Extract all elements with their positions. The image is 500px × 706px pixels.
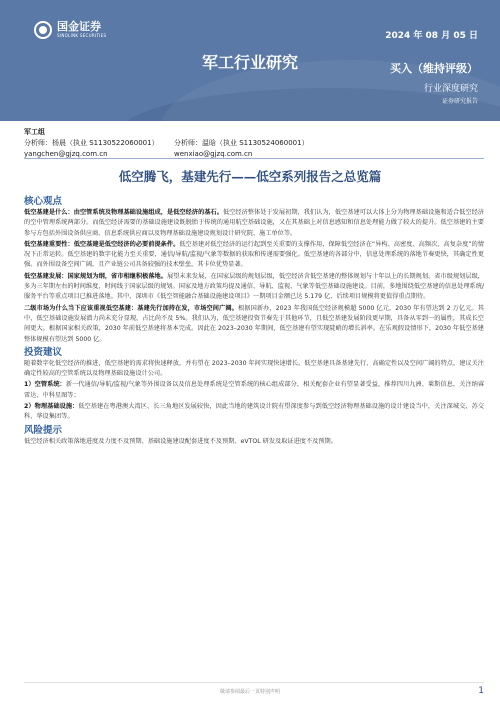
logo-en-text: SINOLINK SECURITIES [57, 33, 107, 38]
paragraph-lead: 低空基建是什么：由空管系统及物理基础设施组成，是低空经济的基石。 [24, 209, 223, 216]
footer-disclaimer: 敬请参阅最后一页特别声明 [219, 689, 280, 695]
paragraph-atc-system [24, 380, 484, 401]
industry-title: 军工行业研究 [201, 53, 298, 72]
paragraph-development [24, 272, 484, 303]
page-number: 1 [478, 686, 484, 696]
analyst-block [24, 127, 484, 160]
paragraph-lead: 低空基建重要性：低空基建是低空经济的必要前提条件。 [24, 240, 180, 248]
paragraph-text: 新一代通信/导航/监视/气象等外围设备以及信息处理系统是空管系统的核心组成部分，相关配套企业有望显著受益，推荐四川九洲、莱斯信息，关注纳睿雷达、中科星图等； [24, 381, 485, 399]
paragraph-lead: 2）物理基础设施： [24, 403, 79, 411]
report-type: 行业深度研究 [423, 84, 478, 94]
paragraph-lead: 二级市场为什么当下应该重视低空基建：基建先行加持在发，市场空间广阔。 [24, 304, 238, 312]
analyst-1-email[interactable]: yangchen@gjzq.com.cn [24, 150, 108, 158]
rating-badge: 买入（维持评级） [390, 62, 478, 75]
company-logo [34, 21, 106, 39]
section-divider [24, 158, 484, 159]
analyst-2-email[interactable]: wenxiao@gjzq.com.cn [174, 150, 253, 158]
paragraph-text: 低空经济整体处于发展初期，我们认为，低空基建可以大体上分为物理基础设施和适合低空经济的空中管理系统两部分。而低空经济需要的基础设施建设既脱胎于传统的通用航空基础设施，又在其基础上对信息感知和信息处理能力做了较大的提升。低空基建的主要参与方包括外围设备供应商、信息系统供应商以及物理基础设施建设规划设计研究院、施工单位等。 [24, 209, 485, 237]
paragraph-text: 根据国新办，2023 年我国低空经济规模超 5000 亿元，2030 年有望达到 2 万亿元。其中，低空基础设施发展潜力尚未充分显现，占比尚不及 5%。我们认为，低空基建投资节奏先于其他环节，且低空基建发展阶段更早期，具备从零到一的属性，其成长空间更大。根据国家相关政策，2030 年前低空基建将基本完成。因此在 2023–2030 年期间，低空基建有望实现陡峭的增长斜率。在乐观假设情形下，2030 年低空基建整体规模有望达到 5000 亿。 [24, 304, 484, 343]
paragraph-text: 展望未来发展，在国家层级的规划层级，低空经济含低空基建的整体规划与十年以上的长期规划。省市级规划层级，多为三年期左右的时间维度，时间线于国家层级的规划。国家及地方政策均提及通信、导航、监视、气象等低空基础设施建设。目前，多地围绕低空基建的信息处理系统/服务平台等重点项目已推进落地。其中，深圳市《低空智能融合基础设施建设项目》一期项目金额已达 5.179 亿，后续项目规模将更值得重点期待。 [24, 272, 484, 301]
team-name: 军工组 [24, 128, 45, 136]
paragraph-importance [24, 240, 484, 271]
logo-cn-text: 国金证券 [57, 20, 101, 33]
report-header [0, 0, 500, 121]
paragraph-investment: 随着数字化低空经济的推进，低空基建的需求将快速释放，并有望在 2023–2030 年间实现快速增长。低空基建具备基建先行、高确定性以及空间广阔的特点，建议关注确定性较高的空管系统以及物理基础设施设计公司。 [24, 359, 484, 378]
paragraph-text: 低空基建在粤港澳大湾区、长三角地区发展较快，因此当地的建筑设计院有望深度参与到低空经济物理基础设施的设计建设当中，关注深城交、苏交科、华设集团等。 [24, 403, 485, 421]
report-main-title: 低空腾飞，基建先行——低空系列报告之总览篇 [118, 169, 382, 184]
paragraph-market [24, 304, 484, 345]
paragraph-lead: 1）空管系统： [24, 381, 66, 389]
paragraph-what-is [24, 208, 484, 239]
report-date: 2024 年 08 月 05 日 [385, 31, 478, 41]
analyst-2-name: 分析师：温晗（执业 S1130524060001） [174, 139, 309, 147]
department-label: 证券研究报告 [441, 98, 478, 105]
core-views-heading: 核心观点 [24, 196, 63, 207]
risk-heading: 风险提示 [24, 424, 63, 436]
analyst-1-name: 分析师：杨晨（执业 S1130522060001） [24, 139, 159, 147]
paragraph-lead: 低空基建发展：国家规划为纲，省市相继积极落地。 [24, 272, 167, 280]
logo-icon [34, 21, 52, 39]
investment-heading: 投资建议 [24, 346, 63, 358]
report-body [24, 195, 484, 448]
paragraph-risk: 低空经济相关政策落地进度及力度不及预期、基础设施建设配套进度不及预期、eVTOL 研发及取证进度不及预期。 [24, 437, 337, 445]
footer-divider [24, 682, 484, 683]
paragraph-physical-infra [24, 402, 484, 423]
paragraph-text: 低空基建对低空经济的运行起到至关重要的支撑作用，保障低空经济在“异构、高密度、高频次、高复杂度”的情况下正常运转。低空基建的数字化能力至关重要，通信/导航/监视/气象等数据的获取和传递需要强化。低空基建的各部分中，信息处理系统的落地节奏更快，其确定性更强。而外围设备空间广阔，且产业链公司具备较强的技术壁垒，其卡位优势显著。 [24, 240, 484, 269]
